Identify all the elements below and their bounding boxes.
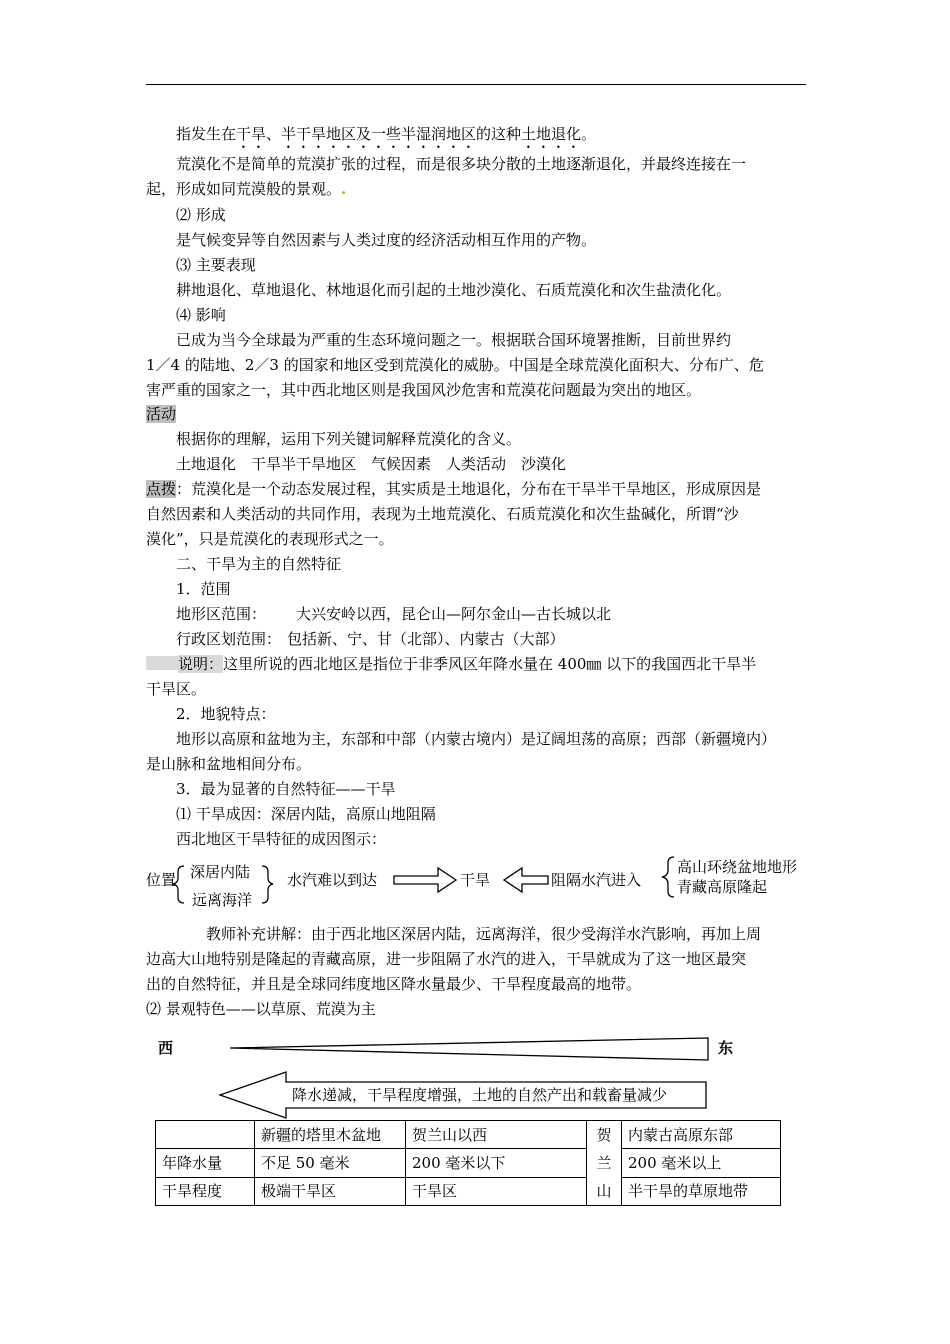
table-header-cell: 贺兰山以西 — [406, 1121, 587, 1149]
teacher-note-line-3: 出的自然特征，并且是全球同纬度地区降水量最少、干旱程度最高的地带。 — [146, 975, 642, 993]
diagram-vapor-hard: 水汽难以到达 — [287, 871, 378, 889]
def-text-emphasis-degradation: 土地退化 — [521, 125, 582, 143]
admin-value: 包括新、宁、甘（北部）、内蒙古（大部） — [287, 630, 565, 648]
region-value: 大兴安岭以西，昆仑山—阿尔金山—古长城以北 — [296, 605, 612, 623]
table-row — [156, 1177, 781, 1205]
table-cell: 半干旱的草原地带 — [622, 1177, 781, 1205]
table-cell: 200 毫米以上 — [622, 1149, 781, 1177]
def-text-emphasis-region: 干旱、半干旱地区及一些半湿润地区 — [236, 125, 477, 143]
table-cell: 干旱区 — [406, 1177, 587, 1205]
table-row-label: 年降水量 — [156, 1149, 255, 1177]
helan-char: 山 — [596, 1182, 612, 1200]
helan-char: 兰 — [596, 1154, 612, 1172]
manifestation-text: 耕地退化、草地退化、林地退化而引起的土地沙漠化、石质荒漠化和次生盐渍化化。 — [176, 281, 732, 299]
diagram-position: 位置 — [146, 871, 177, 889]
landform-line-1: 地形以高原和盆地为主，东部和中部（内蒙古境内）是辽阔坦荡的高原；西部（新疆境内） — [176, 730, 777, 748]
tip-line-2: 自然因素和人类活动的共同作用，表现为土地荒漠化、石质荒漠化和次生盐碱化，所谓“沙 — [146, 505, 739, 523]
note-line-2: 干旱区。 — [146, 680, 207, 698]
table-header-cell: 新疆的塔里木盆地 — [255, 1121, 406, 1149]
impact-line-3: 害严重的国家之一，其中西北地区则是我国风沙危害和荒漠花问题最为突出的地区。 — [146, 381, 702, 399]
subsection-drought: 3．最为显著的自然特征——干旱 — [176, 780, 396, 798]
inner-brace-icon — [262, 866, 273, 903]
impact-line-1: 已成为当今全球最为严重的生态环境问题之一。根据联合国环境署推断，目前世界约 — [176, 331, 732, 349]
def-text-a: 指发生在 — [176, 125, 237, 143]
table-row-label: 干旱程度 — [156, 1177, 255, 1205]
arrow-left-icon — [504, 868, 548, 892]
paragraph-2-text: 起，形成如同荒漠般的景观。 — [146, 180, 342, 198]
table-row — [156, 1121, 781, 1149]
drought-cause-heading: ⑴ 干旱成因：深居内陆，高原山地阻隔 — [176, 805, 436, 823]
keywords-line: 土地退化 干旱半干旱地区 气候因素 人类活动 沙漠化 — [176, 455, 567, 473]
landform-line-2: 是山脉和盆地相间分布。 — [146, 755, 312, 773]
diagram-inland: 深居内陆 — [190, 863, 251, 881]
diagram-far-sea: 远离海洋 — [192, 891, 253, 909]
table-header-cell: 内蒙古高原东部 — [622, 1121, 781, 1149]
table-row — [156, 1149, 781, 1177]
diagram-drought: 干旱 — [460, 871, 491, 889]
heading-impact: ⑷ 影响 — [176, 306, 226, 324]
west-east-arrow-icon — [230, 1038, 708, 1060]
teacher-note-line-2: 边高大山地特别是隆起的青藏高原，进一步阻隔了水汽的进入，干旱就成为了这一地区最突 — [146, 950, 747, 968]
helan-char: 贺 — [596, 1126, 612, 1144]
diagram-block: 阻隔水汽进入 — [551, 871, 642, 889]
comparison-table — [155, 1120, 781, 1206]
def-text-end: 。 — [581, 125, 597, 143]
cause-brace-icon — [662, 857, 674, 897]
section-2-heading: 二、干旱为主的自然特征 — [176, 555, 342, 573]
diagram-title: 西北地区干旱特征的成因图示： — [176, 830, 387, 848]
def-text-c: 的这种 — [476, 125, 522, 143]
diagram-mountains: 高山环绕盆地地形 — [677, 858, 798, 876]
table-cell: 200 毫米以下 — [406, 1149, 587, 1177]
subsection-landform: 2．地貌特点： — [176, 705, 276, 723]
heading-manifestation: ⑶ 主要表现 — [176, 256, 256, 274]
gradient-arrow-text: 降水递减，干旱程度增强，土地的自然产出和载畜量减少 — [292, 1086, 668, 1104]
table-header-cell — [156, 1121, 255, 1149]
note-label: 说明： — [178, 655, 224, 673]
diagram-plateau: 青藏高原隆起 — [677, 878, 768, 896]
region-label: 地形区范围： — [176, 605, 267, 623]
paragraph-2-line-1: 荒漠化不是简单的荒漠扩张的过程，而是很多块分散的土地逐渐退化，并最终连接在一 — [176, 155, 747, 173]
tip-label: 点拨 — [146, 480, 177, 498]
impact-line-2: 1／4 的陆地、2／3 的国家和地区受到荒漠化的威胁。中国是全球荒漠化面积大、分布广、危 — [146, 356, 764, 374]
formation-text: 是气候变异等自然因素与人类过度的经济活动相互作用的产物。 — [176, 231, 597, 249]
yellow-bullet: . — [341, 180, 347, 198]
activity-prompt: 根据你的理解，运用下列关键词解释荒漠化的含义。 — [176, 430, 522, 448]
note-text-1: 这里所说的西北地区是指位于非季风区年降水量在 400㎜ 以下的我国西北干旱半 — [223, 655, 757, 673]
landscape-heading: ⑵ 景观特色——以草原、荒漠为主 — [146, 1000, 376, 1018]
admin-label: 行政区划范围： — [176, 630, 282, 648]
activity-label: 活动 — [146, 405, 177, 423]
teacher-note-line-1: 教师补充讲解：由于西北地区深居内陆，远离海洋，很少受海洋水汽影响，再加上周 — [206, 925, 762, 943]
table-cell: 不足 50 毫米 — [255, 1149, 406, 1177]
helan-mountain-cell — [587, 1121, 622, 1206]
tip-text-1: ：荒漠化是一个动态发展过程，其实质是土地退化，分布在干旱半干旱地区，形成原因是 — [176, 480, 762, 498]
subsection-scope: 1．范围 — [176, 580, 231, 598]
table-cell: 极端干旱区 — [255, 1177, 406, 1205]
tip-line-3: 漠化”，只是荒漠化的表现形式之一。 — [146, 530, 394, 548]
label-west: 西 — [158, 1039, 174, 1057]
arrow-right-icon — [394, 868, 456, 892]
label-east: 东 — [718, 1039, 734, 1057]
heading-formation: ⑵ 形成 — [176, 206, 226, 224]
